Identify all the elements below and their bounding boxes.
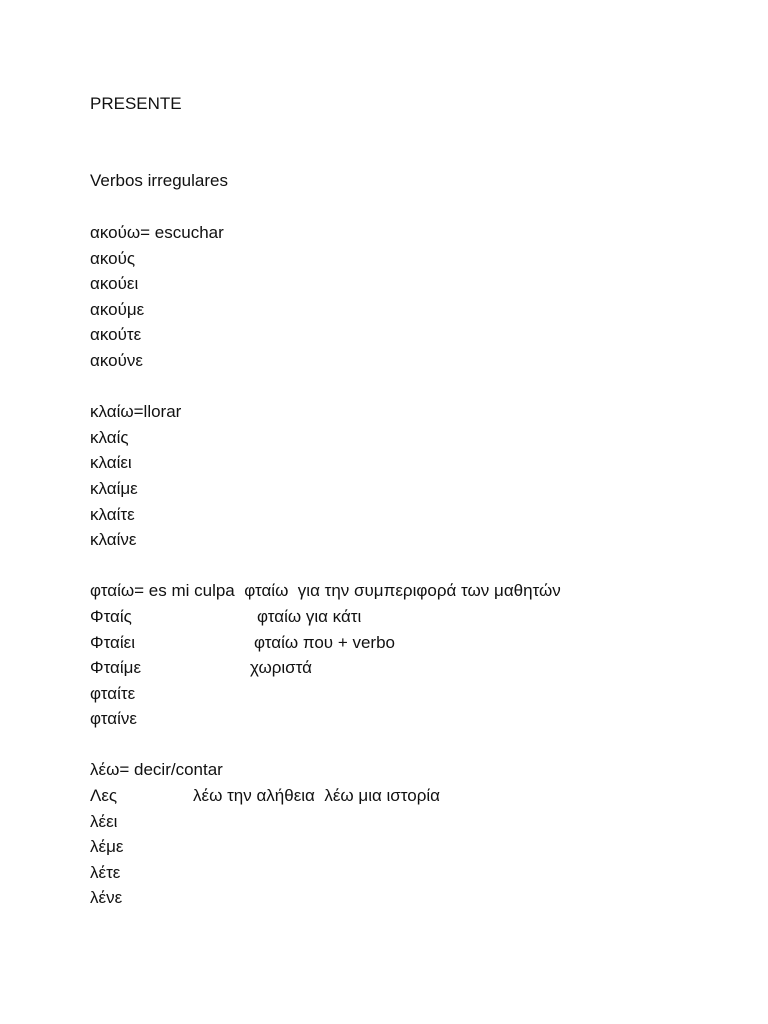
verb-form-line: κλαίμε (90, 479, 138, 498)
verb-form-line: κλαίει (90, 453, 132, 472)
verb-form-line: ακούμε (90, 300, 145, 319)
verb-form-line: λέει (90, 812, 118, 831)
verb-form-line: ακούτε (90, 325, 142, 344)
verb-form-line: Φταίμε (90, 658, 142, 677)
usage-note: φταίω για κάτι (257, 607, 362, 626)
verb-form-line: ακούνε (90, 351, 143, 370)
verb-infinitive-line: ακούω= escuchar (90, 223, 224, 242)
verb-form-line: κλαίς (90, 428, 129, 447)
verb-form-line: Φταίς (90, 607, 132, 626)
verb-infinitive-line: κλαίω=llorar (90, 402, 182, 421)
page-title: PRESENTE (90, 94, 182, 113)
usage-note: φταίω που + verbo (254, 633, 395, 652)
verb-form-line: φταίνε (90, 709, 137, 728)
verb-form-line: λένε (90, 888, 123, 907)
verb-form-line: Φταίει (90, 633, 135, 652)
verb-form-line: κλαίνε (90, 530, 137, 549)
verb-form-line: ακούς (90, 249, 136, 268)
verb-form-line: λέτε (90, 863, 121, 882)
verb-form-line: Λες (90, 786, 118, 805)
usage-note: χωριστά (250, 658, 312, 677)
verb-infinitive-line: φταίω= es mi culpa φταίω για την συμπεριφορά των μαθητών (90, 581, 561, 600)
verb-infinitive-line: λέω= decir/contar (90, 760, 223, 779)
verb-form-line: ακούει (90, 274, 139, 293)
verb-form-line: φταίτε (90, 684, 136, 703)
usage-note: λέω την αλήθεια λέω μια ιστορία (193, 786, 441, 805)
verb-form-line: κλαίτε (90, 505, 135, 524)
section-heading: Verbos irregulares (90, 171, 228, 190)
verb-form-line: λέμε (90, 837, 124, 856)
